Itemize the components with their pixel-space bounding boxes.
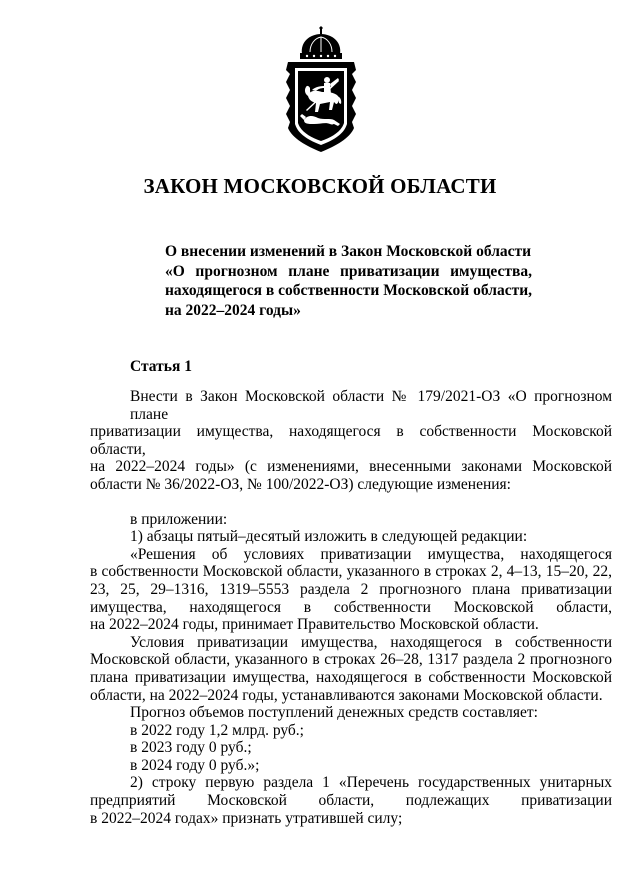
subtitle-line: «О прогнозном плане приватизации имущества, [165, 262, 532, 280]
text-line: Условия приватизации имущества, находящегося в собственности [130, 633, 612, 651]
text-line: в приложении: [130, 510, 228, 528]
paragraph-forecast [90, 704, 612, 774]
paragraph-item2 [90, 774, 612, 827]
year-line: в 2022 году 1,2 млрд. руб.; [130, 721, 304, 739]
document-title: ЗАКОН МОСКОВСКОЙ ОБЛАСТИ [143, 174, 497, 198]
text-line: на 2022–2024 годы» (с изменениями, внесенными законами Московской [90, 458, 612, 476]
text-line: плана приватизации имущества, находящегося в собственности Московской [90, 668, 612, 686]
text-line: предприятий Московской области, подлежащих приватизации [90, 792, 612, 810]
subtitle-line: О внесении изменений в Закон Московской области [165, 243, 532, 260]
text-line: «Решения об условиях приватизации имущества, находящегося [130, 545, 612, 563]
text-line: 2) строку первую раздела 1 «Перечень государственных унитарных [130, 774, 612, 792]
subtitle-line: находящегося в собственности Московской области, [165, 282, 532, 299]
article-heading: Статья 1 [130, 358, 192, 375]
text-line: 23, 25, 29–1316, 1319–5553 раздела 2 прогнозного плана приватизации [90, 580, 612, 598]
text-line: области, на 2022–2024 годы, устанавливаются законами Московской области. [90, 686, 603, 704]
article-body [90, 388, 612, 827]
year-line: в 2024 году 0 руб.»; [130, 756, 260, 774]
paragraph-quote-conditions [90, 634, 612, 704]
crown-icon [300, 26, 342, 59]
paragraph-appendix [90, 511, 612, 546]
subtitle-line: на 2022–2024 годы» [165, 301, 301, 319]
text-line: на 2022–2024 годы, принимает Правительство Московской области. [90, 616, 539, 634]
text-line: в 2022–2024 годах» признать утратившей силу; [90, 809, 403, 827]
year-line: в 2023 году 0 руб.; [130, 739, 252, 757]
text-line: Прогноз объемов поступлений денежных средств составляет: [130, 704, 538, 722]
law-subtitle [165, 242, 532, 320]
text-line: области № 36/2022-ОЗ, № 100/2022-ОЗ) следующие изменения: [90, 475, 511, 493]
text-line: Московской области, указанного в строках 26–28, 1317 раздела 2 прогнозного [90, 651, 612, 669]
emblem-frame [286, 62, 356, 152]
text-line: 1) абзацы пятый–десятый изложить в следующей редакции: [130, 528, 528, 546]
text-line: в собственности Московской области, указанного в строках 2, 4–13, 15–20, 22, [90, 563, 612, 581]
text-line: приватизации имущества, находящегося в собственности Московской области, [90, 423, 612, 458]
text-line: имущества, находящегося в собственности Московской области, [90, 598, 612, 616]
text-line: Внести в Закон Московской области № 179/2021-ОЗ «О прогнозном плане [130, 388, 612, 423]
paragraph-quote-decisions [90, 546, 612, 634]
coat-of-arms-icon [280, 24, 362, 156]
paragraph-intro [90, 388, 612, 494]
